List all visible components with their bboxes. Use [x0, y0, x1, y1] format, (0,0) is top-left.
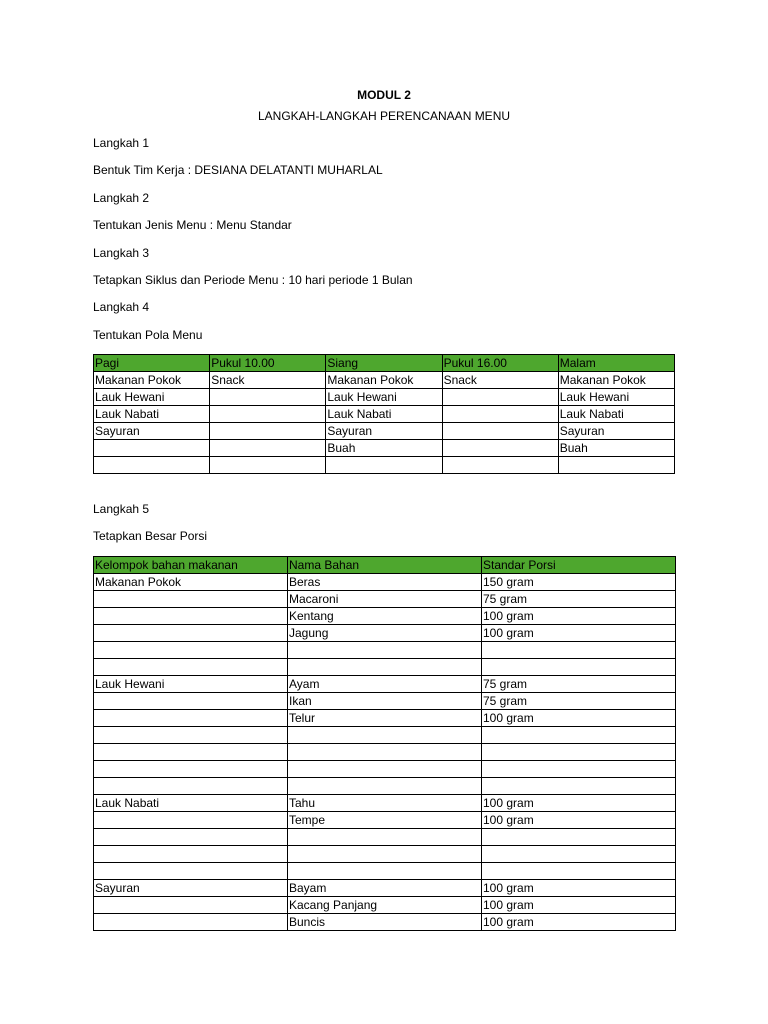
table-cell: Makanan Pokok: [94, 372, 210, 389]
table-cell: [94, 710, 288, 727]
table-header-cell: Kelompok bahan makanan: [94, 557, 288, 574]
table-row: [94, 591, 676, 608]
table-header-row: [94, 557, 676, 574]
table-cell: [442, 457, 558, 474]
table-cell: Sayuran: [94, 423, 210, 440]
table-cell: [94, 591, 288, 608]
table-cell: [288, 863, 482, 880]
table-cell: [482, 778, 676, 795]
table-cell: Buah: [558, 440, 674, 457]
table-row: [94, 727, 676, 744]
table-row: [94, 625, 676, 642]
table-cell: [482, 761, 676, 778]
step-1-heading: Langkah 1: [93, 136, 150, 150]
table-cell: Lauk Nabati: [326, 406, 442, 423]
table-row: [94, 863, 676, 880]
table-cell: Tempe: [288, 812, 482, 829]
table-cell: [482, 642, 676, 659]
step-4-heading: Langkah 4: [93, 300, 150, 314]
table-cell: [442, 440, 558, 457]
table-cell: Makanan Pokok: [326, 372, 442, 389]
table-header-cell: Nama Bahan: [288, 557, 482, 574]
table-row: [94, 574, 676, 591]
table-cell: 150 gram: [482, 574, 676, 591]
table-row: [94, 778, 676, 795]
portion-size-table: [93, 556, 676, 931]
table-row: [94, 710, 676, 727]
menu-pattern-text: Tentukan Pola Menu: [93, 328, 203, 342]
table-row: [94, 880, 676, 897]
table-cell: Makanan Pokok: [558, 372, 674, 389]
table-cell: Makanan Pokok: [94, 574, 288, 591]
table-cell: [288, 727, 482, 744]
table-cell: [94, 761, 288, 778]
table-header-cell: Malam: [558, 355, 674, 372]
table-cell: Sayuran: [326, 423, 442, 440]
table-cell: Lauk Hewani: [94, 676, 288, 693]
table-cell: [94, 457, 210, 474]
table-row: [94, 608, 676, 625]
table-cell: 75 gram: [482, 676, 676, 693]
table-cell: Telur: [288, 710, 482, 727]
table-cell: 100 gram: [482, 795, 676, 812]
table-header-cell: Pukul 16.00: [442, 355, 558, 372]
team-text: Bentuk Tim Kerja : DESIANA DELATANTI MUHARLAL: [93, 163, 383, 177]
portion-size-text: Tetapkan Besar Porsi: [93, 529, 208, 543]
table-cell: [288, 761, 482, 778]
table-cell: [482, 863, 676, 880]
table-header-cell: Pukul 10.00: [210, 355, 326, 372]
table-cell: 100 gram: [482, 625, 676, 642]
table-cell: Beras: [288, 574, 482, 591]
table-header-cell: Pagi: [94, 355, 210, 372]
table-row: [94, 897, 676, 914]
table-cell: [288, 778, 482, 795]
table-cell: 100 gram: [482, 710, 676, 727]
table-cell: Buah: [326, 440, 442, 457]
table-row: [94, 642, 676, 659]
table-row: [94, 829, 676, 846]
table-cell: [288, 744, 482, 761]
table-row: [94, 761, 676, 778]
table-cell: Macaroni: [288, 591, 482, 608]
table-cell: 100 gram: [482, 608, 676, 625]
table-row: [94, 914, 676, 931]
table-cell: [326, 457, 442, 474]
table-row: [94, 372, 675, 389]
table-cell: [94, 778, 288, 795]
table-cell: [442, 406, 558, 423]
table-cell: [442, 389, 558, 406]
table-row: [94, 389, 675, 406]
table-cell: 100 gram: [482, 897, 676, 914]
table-cell: [210, 423, 326, 440]
table-row: [94, 846, 676, 863]
table-cell: Buncis: [288, 914, 482, 931]
table-cell: Lauk Hewani: [94, 389, 210, 406]
table-cell: [442, 423, 558, 440]
table-cell: [94, 693, 288, 710]
table-row: [94, 812, 676, 829]
table-cell: [288, 642, 482, 659]
table-cell: [288, 846, 482, 863]
table-cell: Lauk Hewani: [558, 389, 674, 406]
table-cell: [482, 727, 676, 744]
table-row: [94, 659, 676, 676]
table-cell: Lauk Nabati: [94, 795, 288, 812]
table-row: [94, 440, 675, 457]
table-cell: [558, 457, 674, 474]
table-cell: Snack: [210, 372, 326, 389]
table-cell: Sayuran: [94, 880, 288, 897]
table-cell: [210, 457, 326, 474]
table-cell: [94, 829, 288, 846]
menu-pattern-table: [93, 354, 675, 474]
table-cell: [288, 659, 482, 676]
table-cell: Ayam: [288, 676, 482, 693]
table-cell: 100 gram: [482, 880, 676, 897]
table-cell: Jagung: [288, 625, 482, 642]
table-row: [94, 406, 675, 423]
table-row: [94, 457, 675, 474]
table-row: [94, 423, 675, 440]
table-cell: [210, 440, 326, 457]
table-cell: [94, 727, 288, 744]
cycle-text: Tetapkan Siklus dan Periode Menu : 10 hari periode 1 Bulan: [93, 273, 413, 287]
table-cell: Tahu: [288, 795, 482, 812]
table-cell: [94, 897, 288, 914]
table-row: [94, 795, 676, 812]
table-cell: [210, 406, 326, 423]
table-cell: Snack: [442, 372, 558, 389]
table-cell: [288, 829, 482, 846]
table-cell: [94, 608, 288, 625]
table-row: [94, 693, 676, 710]
table-cell: [94, 812, 288, 829]
document-title: MODUL 2: [357, 88, 411, 102]
table-cell: [94, 625, 288, 642]
menu-type-text: Tentukan Jenis Menu : Menu Standar: [93, 218, 292, 232]
table-cell: Lauk Hewani: [326, 389, 442, 406]
table-cell: Sayuran: [558, 423, 674, 440]
table-cell: [482, 659, 676, 676]
step-2-heading: Langkah 2: [93, 191, 150, 205]
table-cell: [482, 829, 676, 846]
table-cell: [94, 440, 210, 457]
table-cell: [482, 846, 676, 863]
table-cell: Lauk Nabati: [558, 406, 674, 423]
table-row: [94, 744, 676, 761]
table-cell: [94, 642, 288, 659]
table-cell: 100 gram: [482, 812, 676, 829]
table-cell: 75 gram: [482, 591, 676, 608]
table-cell: 100 gram: [482, 914, 676, 931]
table-cell: [94, 863, 288, 880]
table-cell: Ikan: [288, 693, 482, 710]
table-cell: Bayam: [288, 880, 482, 897]
step-5-heading: Langkah 5: [93, 502, 150, 516]
table-cell: Kacang Panjang: [288, 897, 482, 914]
table-cell: Lauk Nabati: [94, 406, 210, 423]
table-row: [94, 676, 676, 693]
table-header-cell: Standar Porsi: [482, 557, 676, 574]
table-cell: [94, 846, 288, 863]
step-3-heading: Langkah 3: [93, 246, 150, 260]
table-header-row: [94, 355, 675, 372]
table-cell: [94, 744, 288, 761]
table-cell: [482, 744, 676, 761]
table-cell: [94, 659, 288, 676]
table-cell: [94, 914, 288, 931]
table-header-cell: Siang: [326, 355, 442, 372]
document-subtitle: LANGKAH-LANGKAH PERENCANAAN MENU: [257, 109, 511, 123]
table-cell: [210, 389, 326, 406]
table-cell: 75 gram: [482, 693, 676, 710]
table-cell: Kentang: [288, 608, 482, 625]
